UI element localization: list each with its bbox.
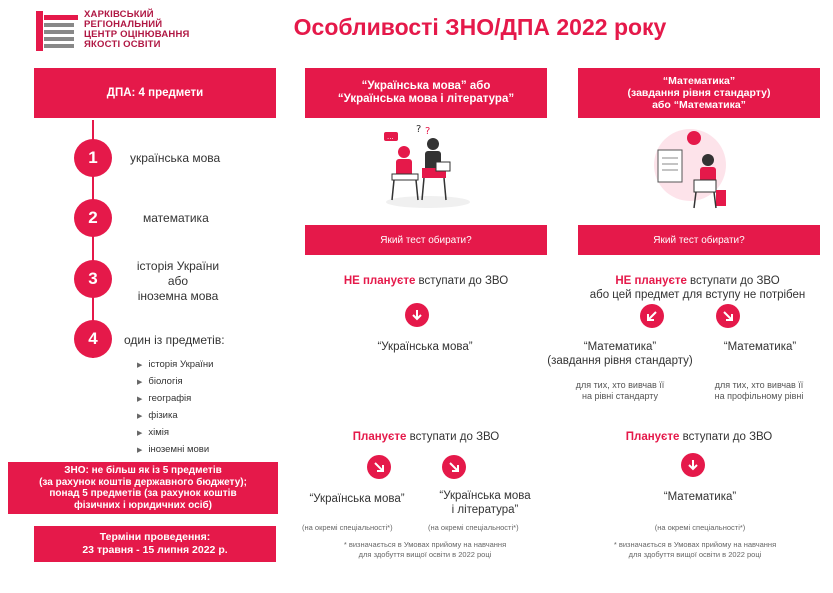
list-item-label: іноземні мови (148, 444, 210, 455)
no-plan-emphasis: НЕ плануєте (615, 275, 687, 287)
logo-line: РЕГІОНАЛЬНИЙ (84, 19, 163, 30)
students-illustration-icon (378, 122, 478, 212)
no-plan-emphasis: НЕ плануєте (343, 275, 416, 287)
plan-option-ukrainian-literature: “Українська мова і література” (439, 490, 531, 516)
list-item (137, 374, 213, 391)
no-plan-text-math (555, 274, 833, 302)
which-test-button-ukrainian[interactable]: Який тест обирати? (305, 225, 547, 255)
subject-options-list (137, 357, 213, 459)
step-circle-3: 3 (74, 260, 112, 298)
arrow-down-right-icon (716, 304, 740, 328)
svg-text:...: ... (387, 133, 394, 141)
arrow-down-left-icon (640, 304, 664, 328)
plan-emphasis: Плануєте (625, 431, 680, 443)
logo (34, 7, 204, 57)
triangle-right-icon: ▶ (137, 430, 143, 437)
option-math-standard: “Математика” (завдання рівня стандарту) (547, 341, 693, 367)
list-item-label: географія (148, 393, 192, 404)
subject-choice-label: один із предметів: (124, 333, 225, 347)
triangle-right-icon: ▶ (137, 413, 143, 420)
list-item (137, 442, 213, 459)
list-item-label: хімія (148, 427, 170, 438)
plan-emphasis: Плануєте (352, 431, 407, 443)
note-specialties: (на окремі спеціальності*) (302, 523, 393, 532)
note-specialties: (на окремі спеціальності*) (428, 523, 519, 532)
triangle-right-icon: ▶ (137, 447, 143, 454)
triangle-right-icon: ▶ (137, 396, 143, 403)
plan-text-ukrainian (305, 430, 547, 444)
triangle-right-icon: ▶ (137, 379, 143, 386)
svg-text:?: ? (416, 124, 422, 135)
math-header: “Математика” (завдання рівня стандарту) або “Математика” (578, 68, 820, 118)
subject-math: математика (143, 211, 209, 225)
subject-history-or-language: історія України або іноземна мова (136, 259, 220, 303)
ukrainian-header: “Українська мова” або “Українська мова і література” (305, 68, 547, 118)
note-specialties: (на окремі спеціальності*) (654, 523, 746, 532)
list-item (137, 391, 213, 408)
logo-line: ЯКОСТІ ОСВІТИ (84, 39, 161, 50)
triangle-right-icon: ▶ (137, 362, 143, 369)
dpa-header: ДПА: 4 предмети (34, 68, 276, 118)
plan-result-math: “Математика” (663, 491, 737, 503)
plan-rest: вступати до ЗВО (406, 431, 500, 443)
no-plan-text-ukrainian (305, 274, 547, 288)
note-standard-level: для тих, хто вивчав її на рівні стандарту (575, 380, 665, 401)
subject-ukrainian: українська мова (130, 151, 221, 165)
list-item-label: біологія (148, 376, 183, 387)
no-plan-result-ukrainian: “Українська мова” (377, 341, 473, 353)
logo-line: ХАРКІВСЬКИЙ (84, 9, 154, 20)
math-student-illustration-icon (650, 120, 740, 215)
plan-rest: вступати до ЗВО (679, 431, 773, 443)
plan-text-math (578, 430, 820, 444)
option-math-profile: “Математика” (723, 341, 797, 353)
zno-limit-box: ЗНО: не більш як із 5 предметів (за рахунок коштів державного бюджету); понад 5 предметів (за рахунок коштів фізичних і юридичних осіб) (8, 462, 278, 514)
list-item (137, 408, 213, 425)
list-item-label: фізика (148, 410, 178, 421)
list-item-label: історія України (148, 359, 214, 370)
arrow-down-icon (367, 455, 391, 479)
step-circle-4: 4 (74, 320, 112, 358)
dates-box: Терміни проведення: 23 травня - 15 липня 2022 р. (34, 526, 276, 562)
page-title: Особливості ЗНО/ДПА 2022 року (293, 14, 667, 40)
footnote-math: * визначається в Умовах прийому на навчання для здобуття вищої освіти в 2022 році (613, 540, 777, 559)
arrow-down-icon (442, 455, 466, 479)
plan-option-ukrainian: “Українська мова” (309, 493, 405, 505)
step-circle-1: 1 (74, 139, 112, 177)
no-plan-rest: вступати до ЗВО (415, 275, 509, 287)
footnote-ukrainian: * визначається в Умовах прийому на навчання для здобуття вищої освіти в 2022 році (343, 540, 507, 559)
logo-emblem-icon (34, 7, 80, 55)
arrow-down-icon (405, 303, 429, 327)
note-profile-level: для тих, хто вивчав її на профільному рівні (714, 380, 804, 401)
svg-text:?: ? (425, 126, 431, 137)
no-plan-rest: вступати до ЗВО або цей предмет для вступу не потрібен (589, 275, 806, 301)
logo-line: ЦЕНТР ОЦІНЮВАННЯ (84, 29, 190, 40)
arrow-down-icon (681, 453, 705, 477)
logo-text (84, 10, 190, 50)
which-test-button-math[interactable]: Який тест обирати? (578, 225, 820, 255)
list-item (137, 425, 213, 442)
step-circle-2: 2 (74, 199, 112, 237)
list-item (137, 357, 213, 374)
